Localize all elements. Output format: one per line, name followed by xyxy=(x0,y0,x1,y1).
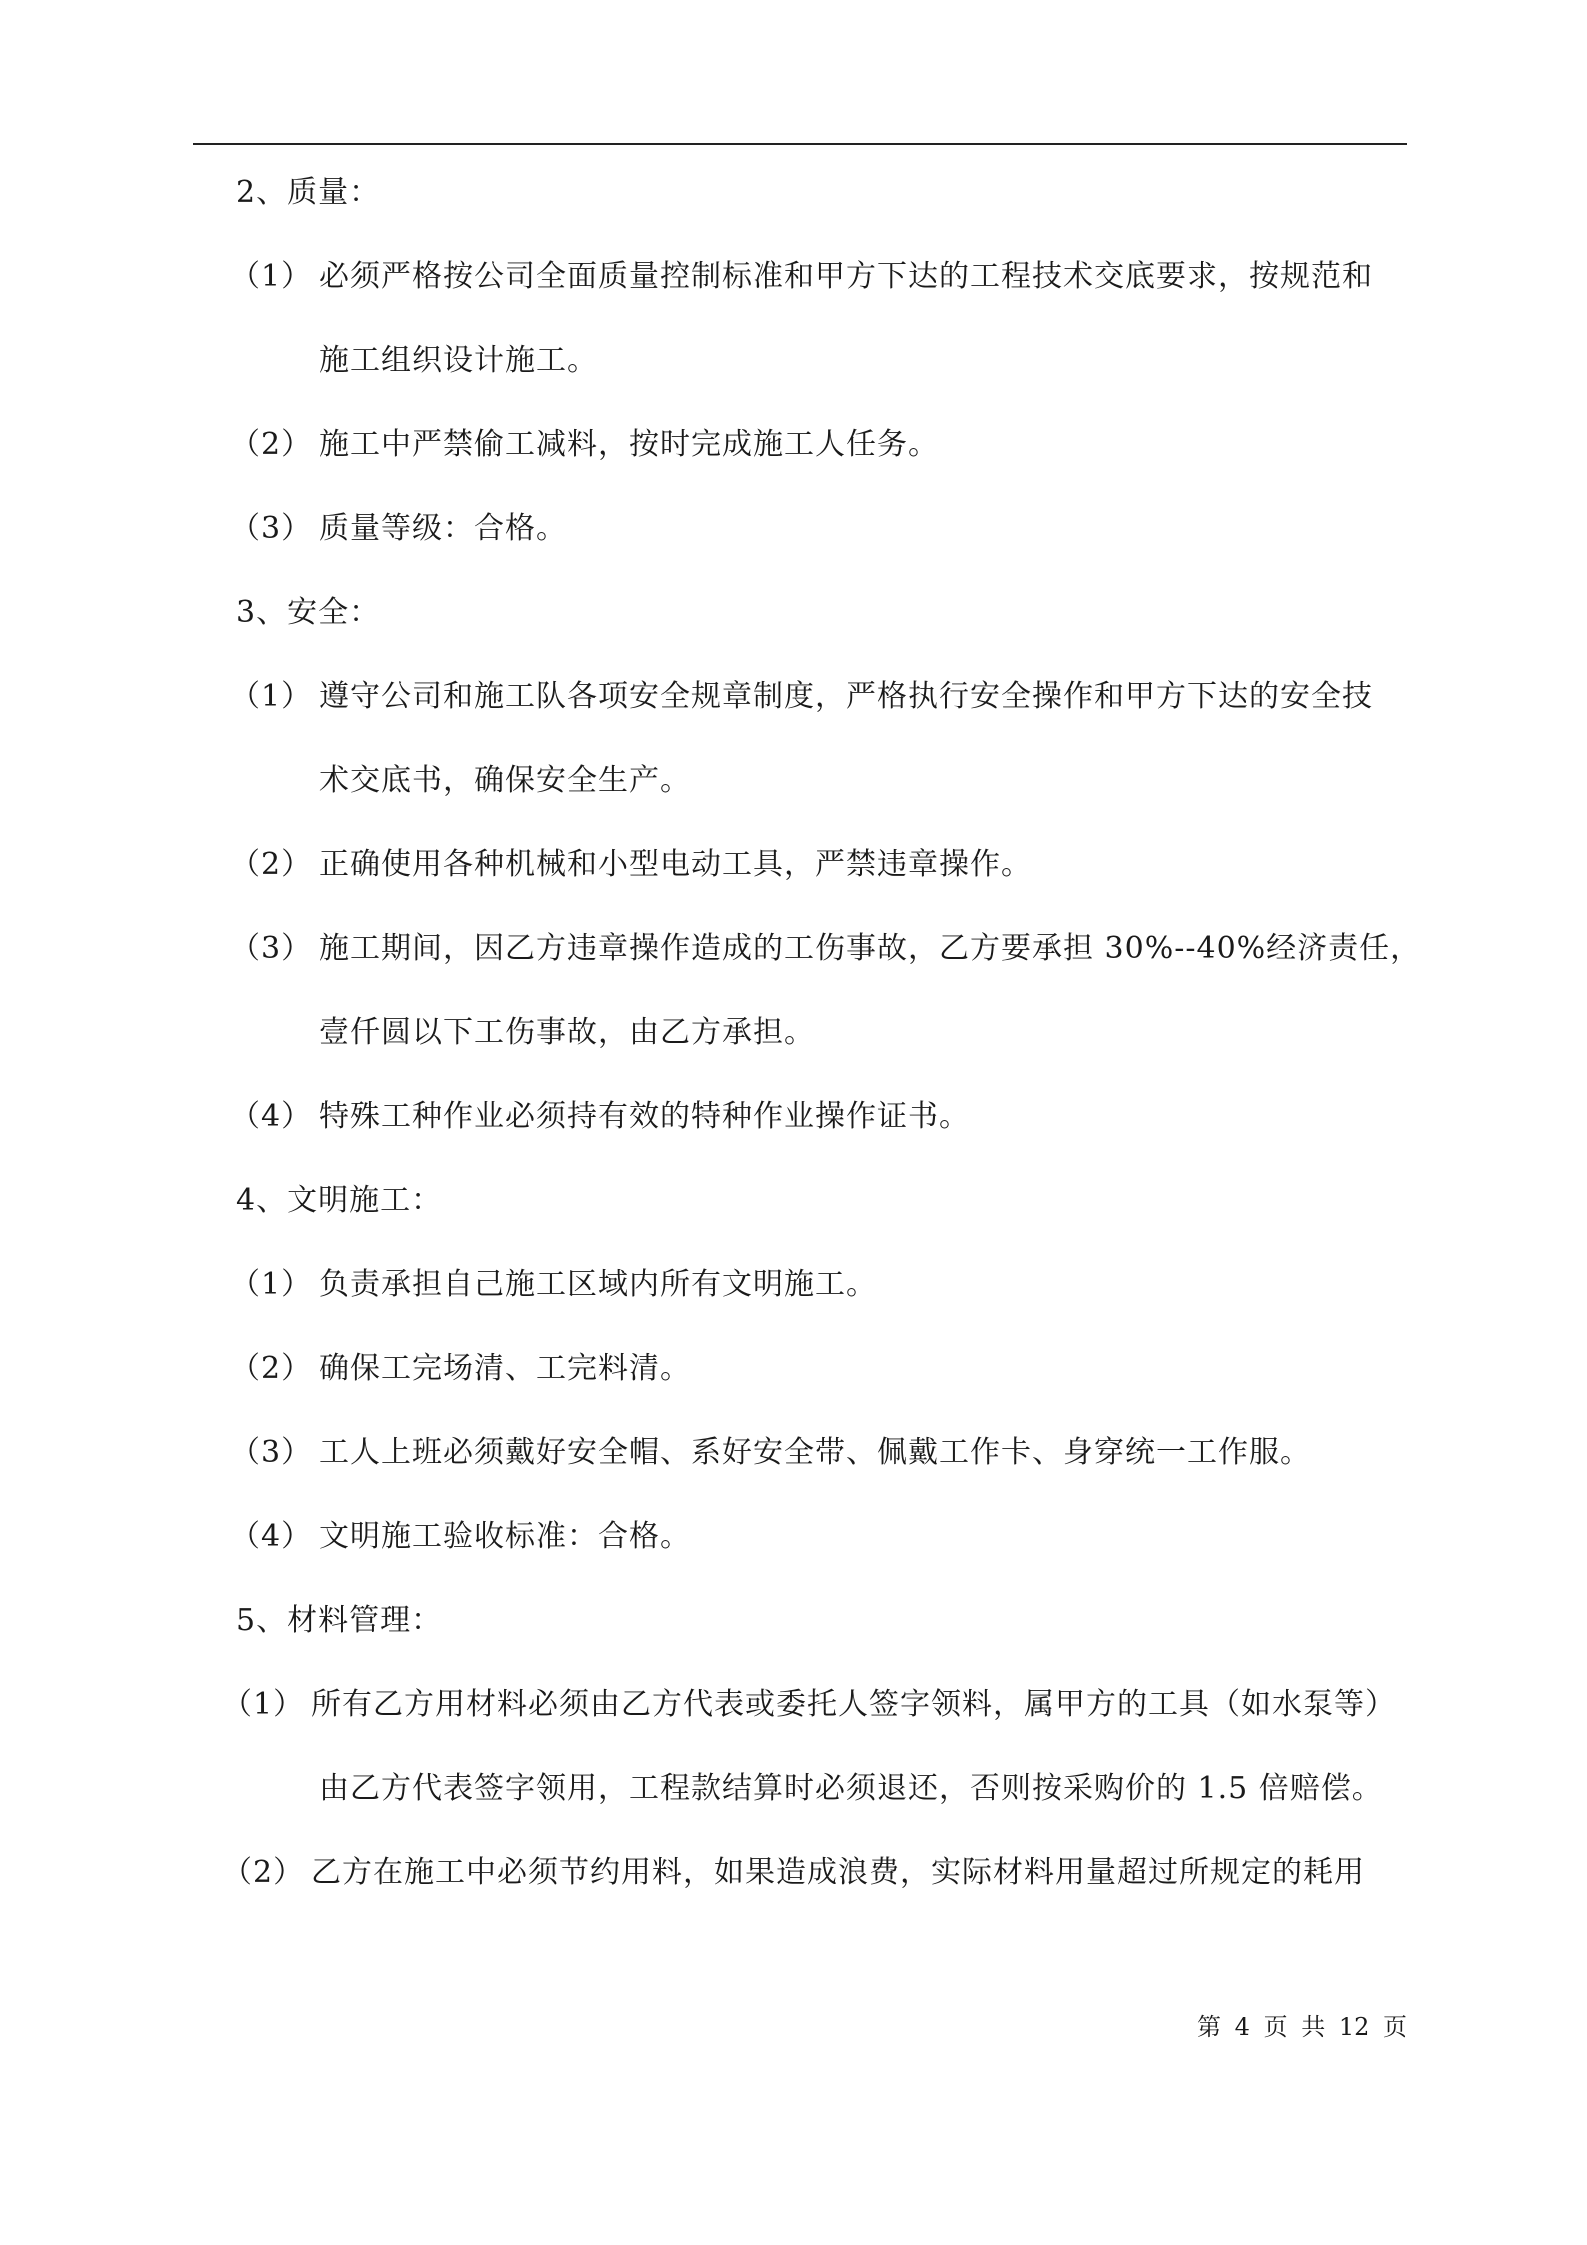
section-heading-quality: 2、质量： xyxy=(236,175,381,210)
page-number-footer: 第 4 页 共 12 页 xyxy=(1197,2013,1407,2041)
item-text: 负责承担自己施工区域内所有文明施工。 xyxy=(319,1267,877,1302)
item-number: （1） xyxy=(230,259,313,294)
item-number: （3） xyxy=(230,1435,313,1470)
item-text: 正确使用各种机械和小型电动工具，严禁违章操作。 xyxy=(319,847,1032,882)
item-text: 工人上班必须戴好安全帽、系好安全带、佩戴工作卡、身穿统一工作服。 xyxy=(319,1435,1311,1470)
item-text: 特殊工种作业必须持有效的特种作业操作证书。 xyxy=(319,1099,970,1134)
section-heading-material-management: 5、材料管理： xyxy=(236,1603,443,1638)
item-text: 壹仟圆以下工伤事故，由乙方承担。 xyxy=(319,1015,815,1050)
item-number: （4） xyxy=(230,1099,313,1134)
item-text: 施工期间，因乙方违章操作造成的工伤事故，乙方要承担 30%--40%经济责任， xyxy=(319,931,1422,966)
item-text: 所有乙方用材料必须由乙方代表或委托人签字领料，属甲方的工具（如水泵等） xyxy=(311,1687,1396,1722)
item-number: （1） xyxy=(230,1267,313,1302)
item-number: （2） xyxy=(230,1351,313,1386)
section-heading-civilized-construction: 4、文明施工： xyxy=(236,1183,443,1218)
item-text: 施工中严禁偷工减料，按时完成施工人任务。 xyxy=(319,427,939,462)
item-number: （2） xyxy=(222,1855,305,1890)
item-text: 术交底书，确保安全生产。 xyxy=(319,763,691,798)
item-text: 遵守公司和施工队各项安全规章制度，严格执行安全操作和甲方下达的安全技 xyxy=(319,679,1373,714)
item-text: 质量等级：合格。 xyxy=(319,511,567,546)
item-number: （4） xyxy=(230,1519,313,1554)
item-text: 文明施工验收标准：合格。 xyxy=(319,1519,691,1554)
item-number: （3） xyxy=(230,931,313,966)
item-text: 确保工完场清、工完料清。 xyxy=(319,1351,691,1386)
item-text: 必须严格按公司全面质量控制标准和甲方下达的工程技术交底要求，按规范和 xyxy=(319,259,1373,294)
item-number: （1） xyxy=(222,1687,305,1722)
item-text: 施工组织设计施工。 xyxy=(319,343,598,378)
item-number: （1） xyxy=(230,679,313,714)
item-number: （2） xyxy=(230,427,313,462)
item-number: （2） xyxy=(230,847,313,882)
item-text: 乙方在施工中必须节约用料，如果造成浪费，实际材料用量超过所规定的耗用 xyxy=(311,1855,1365,1890)
section-heading-safety: 3、安全： xyxy=(236,595,381,630)
item-text: 由乙方代表签字领用，工程款结算时必须退还，否则按采购价的 1.5 倍赔偿。 xyxy=(319,1771,1383,1806)
item-number: （3） xyxy=(230,511,313,546)
